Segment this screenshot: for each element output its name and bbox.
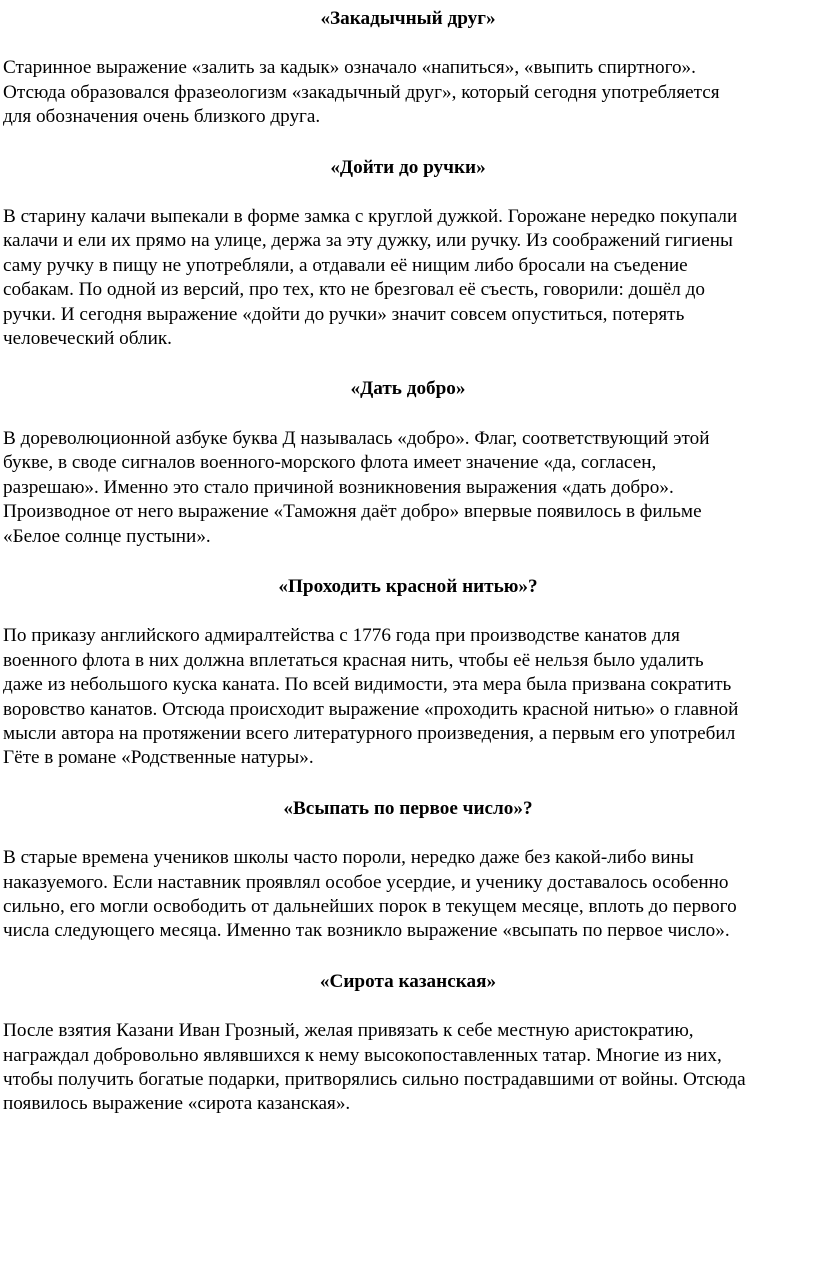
section-title: «Дать добро»: [350, 378, 466, 400]
body-line: В старые времена учеников школы часто пороли, нередко даже без какой-либо вины: [3, 847, 694, 869]
body-line: В дореволюционной азбуке буква Д называлась «добро». Флаг, соответствующий этой: [3, 427, 710, 449]
body-line: калачи и ели их прямо на улице, держа за эту дужку, или ручку. Из соображений гигиены: [3, 230, 733, 252]
section-title: «Закадычный друг»: [320, 8, 496, 29]
body-line: сильно, его могли освободить от дальнейших порок в текущем месяце, вплоть до первого: [3, 895, 737, 917]
body-line: После взятия Казани Иван Грозный, желая привязать к себе местную аристократию,: [3, 1020, 694, 1042]
section-title: «Сирота казанская»: [319, 970, 497, 992]
body-line: наказуемого. Если наставник проявлял особое усердие, и ученику доставалось особенно: [3, 871, 729, 893]
section: [0, 970, 816, 1117]
body-line: даже из небольшого куска каната. По всей видимости, эта мера была призвана сократить: [3, 674, 732, 696]
body-line: мысли автора на протяжении всего литературного произведения, а первым его употребил: [3, 722, 736, 744]
section-title: «Дойти до ручки»: [330, 156, 486, 178]
body-line: награждал добровольно являвшихся к нему высокопоставленных татар. Многие из них,: [3, 1044, 722, 1066]
section-body: [0, 427, 816, 549]
body-line: для обозначения очень близкого друга.: [3, 106, 321, 128]
body-line: «Белое солнце пустыни».: [3, 525, 211, 547]
body-line: Отсюда образовался фразеологизм «закадычный друг», который сегодня употребляется: [3, 81, 720, 103]
body-line: Производное от него выражение «Таможня даёт добро» впервые появилось в фильме: [3, 501, 702, 523]
body-line: разрешаю». Именно это стало причиной возникновения выражения «дать добро».: [3, 476, 674, 498]
section: [0, 575, 816, 797]
body-line: человеческий облик.: [3, 328, 172, 350]
body-line: воровство канатов. Отсюда происходит выражение «проходить красной нитью» о главной: [3, 698, 739, 720]
body-line: Старинное выражение «залить за кадык» означало «напиться», «выпить спиртного».: [3, 57, 696, 79]
section-body: [0, 624, 816, 770]
section: [0, 7, 816, 156]
body-line: числа следующего месяца. Именно так возникло выражение «всыпать по первое число».: [3, 920, 730, 942]
body-line: Гёте в романе «Родственные натуры».: [3, 747, 314, 769]
section: [0, 377, 816, 574]
section-body: [0, 846, 816, 944]
body-line: В старину калачи выпекали в форме замка с круглой дужкой. Горожане нередко покупали: [3, 206, 738, 228]
body-line: появилось выражение «сирота казанская».: [3, 1093, 351, 1115]
body-line: саму ручку в пищу не употребляли, а отдавали её нищим либо бросали на съедение: [3, 254, 688, 276]
section-title: «Всыпать по первое число»?: [283, 797, 533, 819]
section: [0, 156, 816, 378]
body-line: военного флота в них должна вплетаться красная нить, чтобы её нельзя было удалить: [3, 649, 704, 671]
body-line: букве, в своде сигналов военного-морского флота имеет значение «да, согласен,: [3, 452, 657, 474]
section-title: «Проходить красной нитью»?: [278, 575, 538, 597]
section-body: [0, 1019, 816, 1117]
section: [0, 797, 816, 970]
body-line: чтобы получить богатые подарки, притворялись сильно пострадавшими от войны. Отсюда: [3, 1069, 746, 1090]
body-line: собакам. По одной из версий, про тех, кто не брезговал её съесть, говорили: дошёл до: [3, 279, 706, 301]
section-body: [0, 56, 816, 129]
body-line: По приказу английского адмиралтейства с 1776 года при производстве канатов для: [3, 625, 680, 647]
body-line: ручки. И сегодня выражение «дойти до ручки» значит совсем опуститься, потерять: [3, 303, 685, 325]
section-body: [0, 205, 816, 351]
